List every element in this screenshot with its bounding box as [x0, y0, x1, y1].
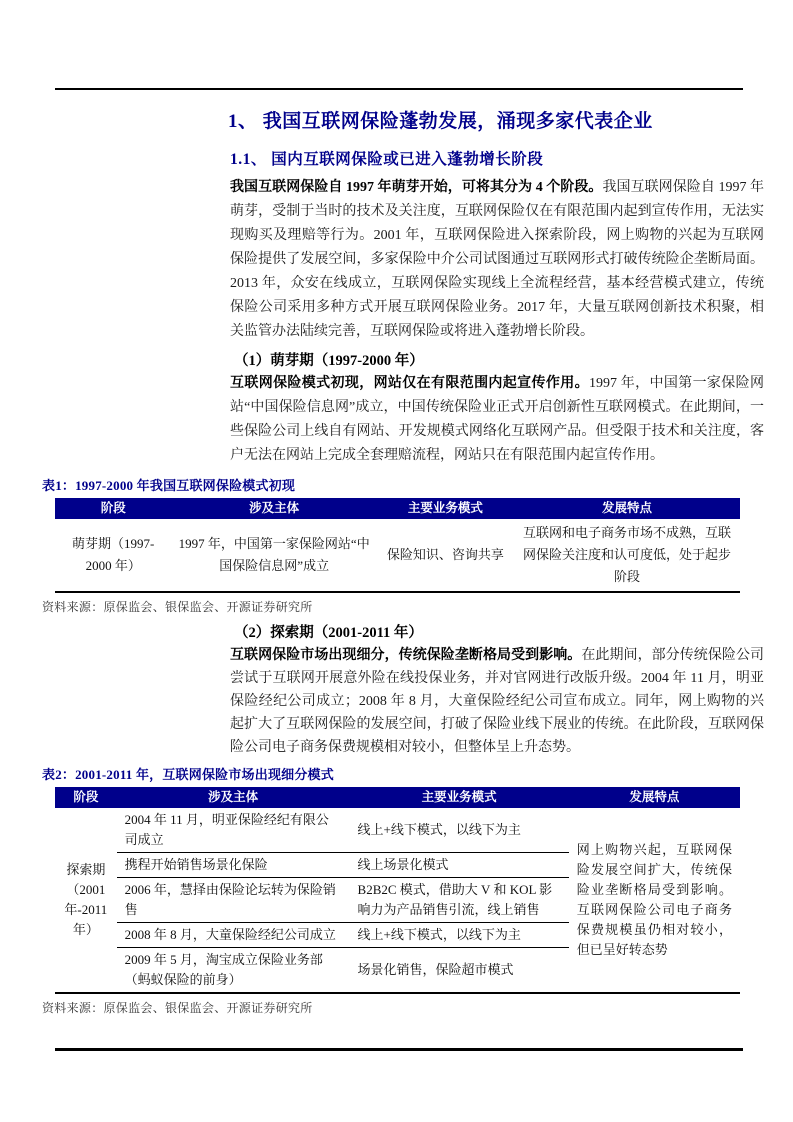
- table2-cell-subject: 2004 年 11 月，明亚保险经纪有限公司成立: [117, 808, 350, 853]
- table1-header-subject: 涉及主体: [171, 498, 377, 519]
- table1-header-row: [55, 498, 740, 519]
- top-divider: [55, 88, 743, 90]
- table2-cell-stage: 探索期（2001 年-2011 年）: [64, 862, 108, 937]
- table-row: [55, 519, 740, 592]
- table2-cell-subject: 2006 年，慧择由保险论坛转为保险销售: [117, 878, 350, 923]
- table2-header-row: [55, 787, 740, 808]
- stage2-body-text: 在此期间，部分传统保险公司尝试于互联网开展意外险在线投保业务，并对官网进行改版升级。2004 年 11 月，明亚保险经纪公司成立；2008 年 8 月，大童保险经纪公司宣布成立。同年，网上购物的兴起扩大了互联网保险的发展空间，打破了保险业线下展业的传统。在此阶段，互联网保险公司电子商务保费规模相对较小，但整体呈上升态势。: [230, 648, 765, 755]
- table2-header-stage: 阶段: [55, 787, 117, 808]
- table1-title: 表1：1997-2000 年我国互联网保险模式初现: [42, 478, 296, 493]
- intro-body-text: 我国互联网保险自 1997 年萌芽，受制于当时的技术及关注度，互联网保险仅在有限范围内起到宣传作用，无法实现购买及理赔等行为。2001 年，互联网保险进入探索阶段，网上购物的兴起为互联网保险提供了发展空间，多家保险中介公司试图通过互联网形式打破传统险企垄断局面。2013 年，众安在线成立，互联网保险实现线上全流程经营，基本经营模式建立，传统保险公司采用多种方式开展互联网保险业务。2017 年，大量互联网创新技术积聚，相关监管办法陆续完善，互联网保险或将进入蓬勃增长阶段。: [230, 180, 765, 339]
- table1-block: [42, 475, 746, 615]
- table2: [55, 787, 740, 994]
- subsection-title: 1.1、 国内互联网保险或已进入蓬勃增长阶段: [230, 151, 544, 168]
- table2-cell-subject: 2009 年 5 月，淘宝成立保险业务部（蚂蚁保险的前身）: [124, 952, 323, 987]
- table2-source: 资料来源：原保监会、银保监会、开源证券研究所: [42, 1001, 313, 1015]
- stage2-heading: （2）探索期（2001-2011 年）: [234, 625, 423, 641]
- table2-title: 表2：2001-2011 年，互联网保险市场出现细分模式: [42, 767, 334, 782]
- table2-header-feature: 发展特点: [569, 787, 740, 808]
- table1-source: 资料来源：原保监会、银保监会、开源证券研究所: [42, 600, 313, 614]
- table2-cell-feature: 网上购物兴起，互联网保险发展空间扩大，传统保险业垄断格局受到影响。互联网保险公司电子商务保费规模虽仍相对较小，但已呈好转态势: [576, 842, 732, 957]
- table2-block: [42, 764, 746, 1016]
- table2-header-model: 主要业务模式: [350, 787, 569, 808]
- stage1-heading: （1）萌芽期（1997-2000 年）: [234, 353, 424, 369]
- stage2-lead-text: 互联网保险市场出现细分，传统保险垄断格局受到影响。: [230, 648, 582, 663]
- table1-header-feature: 发展特点: [514, 498, 740, 519]
- table2-cell-model: 线上场景化模式: [350, 853, 569, 878]
- table1-header-stage: 阶段: [55, 498, 171, 519]
- table1-header-model: 主要业务模式: [377, 498, 514, 519]
- stage1-paragraph: [230, 372, 764, 468]
- table1-cell-subject: 1997 年，中国第一家保险网站“中国保险信息网”成立: [178, 536, 370, 573]
- stage2-paragraph: [230, 644, 764, 759]
- table2-header-subject: 涉及主体: [117, 787, 350, 808]
- table1-cell-stage: 萌芽期（1997-2000 年）: [72, 536, 155, 573]
- table1-cell-feature: 互联网和电子商务市场不成熟，互联网保险关注度和认可度低，处于起步阶段: [522, 525, 731, 584]
- stage1-body-text: 1997 年，中国第一家保险网站“中国保险信息网”成立，中国传统保险业正式开启创新性互联网模式。在此期间，一些保险公司上线自有网站、开发规模式网络化互联网产品。但受限于技术和关注度，客户无法在网站上完成全套理赔流程，网站只在有限范围内起宣传作用。: [230, 376, 765, 463]
- table2-cell-model: 线上+线下模式，以线下为主: [350, 923, 569, 948]
- table2-cell-subject: 携程开始销售场景化保险: [117, 853, 350, 878]
- intro-paragraph: [230, 176, 764, 344]
- table-row: [55, 808, 740, 853]
- table2-cell-model: 线上+线下模式，以线下为主: [350, 808, 569, 853]
- bottom-divider: [55, 1048, 743, 1051]
- page-title: 1、 我国互联网保险蓬勃发展，涌现多家代表企业: [228, 111, 653, 132]
- table1-cell-model: 保险知识、咨询共享: [386, 547, 504, 562]
- intro-lead-text: 我国互联网保险自 1997 年萌芽开始，可将其分为 4 个阶段。: [230, 180, 603, 195]
- stage1-lead-text: 互联网保险模式初现，网站仅在有限范围内起宣传作用。: [230, 376, 589, 391]
- table1: [55, 498, 740, 593]
- table2-cell-subject: 2008 年 8 月，大童保险经纪公司成立: [117, 923, 350, 948]
- table2-cell-model: B2B2C 模式，借助大 V 和 KOL 影响力为产品销售引流，线上销售: [350, 878, 569, 923]
- table2-cell-model: 场景化销售，保险超市模式: [357, 962, 514, 977]
